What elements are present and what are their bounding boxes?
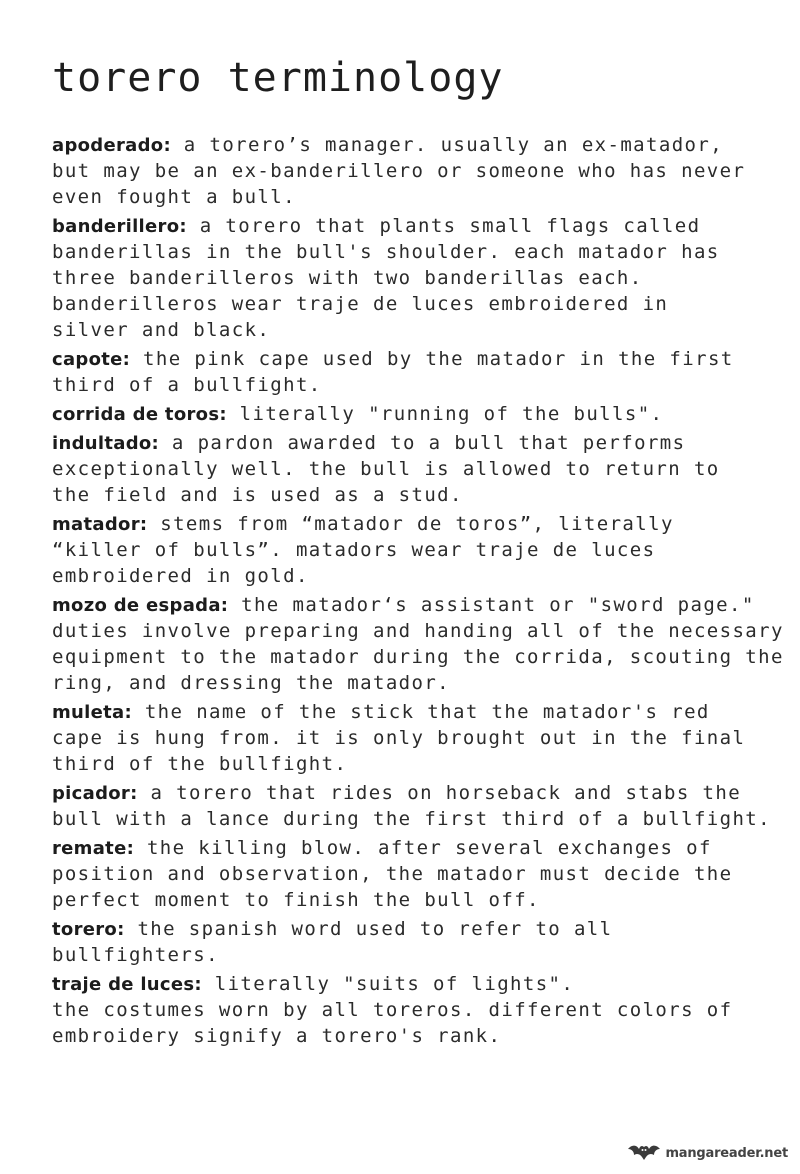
entry-line xyxy=(52,644,796,670)
entry-line xyxy=(52,563,796,589)
glossary-entry xyxy=(52,916,796,968)
entry-line xyxy=(52,670,796,696)
entry-term: traje de luces: xyxy=(52,974,202,995)
entry-definition: a pardon awarded to a bull that performs xyxy=(159,432,686,454)
entry-term: capote: xyxy=(52,349,131,370)
entry-term: apoderado: xyxy=(52,135,171,156)
entry-line xyxy=(52,887,796,913)
entry-definition: three banderilleros with two banderillas each. xyxy=(52,267,643,289)
glossary-entry xyxy=(52,346,796,398)
entry-definition: ring, and dressing the matador. xyxy=(52,672,451,694)
entry-term: muleta: xyxy=(52,702,132,723)
entry-term: torero: xyxy=(52,919,125,940)
entry-definition: third of a bullfight. xyxy=(52,374,322,396)
entry-term: corrida de toros: xyxy=(52,404,227,425)
entry-line xyxy=(52,751,796,777)
entry-definition: but may be an ex-banderillero or someone who has never xyxy=(52,160,746,182)
entry-definition: the field and is used as a stud. xyxy=(52,484,463,506)
entry-definition: banderillas in the bull's shoulder. each matador has xyxy=(52,241,720,263)
entry-line xyxy=(52,239,796,265)
entry-line xyxy=(52,942,796,968)
entry-term: mozo de espada: xyxy=(52,595,229,616)
glossary-list xyxy=(52,132,796,1052)
entry-line xyxy=(52,317,796,343)
glossary-entry xyxy=(52,780,796,832)
entry-definition: embroidered in gold. xyxy=(52,565,309,587)
entry-definition: equipment to the matador during the corrida, scouting the xyxy=(52,646,784,668)
entry-line xyxy=(52,346,796,372)
entry-term: banderillero: xyxy=(52,216,187,237)
watermark-text: mangareader.net xyxy=(665,1146,788,1161)
entry-term: indultado: xyxy=(52,433,160,454)
entry-line xyxy=(52,806,796,832)
entry-definition: bull with a lance during the first third of a bullfight. xyxy=(52,808,771,830)
entry-definition: cape is hung from. it is only brought out in the final xyxy=(52,727,746,749)
entry-line xyxy=(52,372,796,398)
entry-line xyxy=(52,699,796,725)
entry-definition: “killer of bulls”. matadors wear traje de luces xyxy=(52,539,656,561)
entry-definition: literally "suits of lights". xyxy=(201,973,575,995)
entry-definition: perfect moment to finish the bull off. xyxy=(52,889,540,911)
entry-line xyxy=(52,971,796,997)
entry-line xyxy=(52,780,796,806)
entry-definition: the name of the stick that the matador's red xyxy=(132,701,710,723)
entry-line xyxy=(52,997,796,1023)
entry-definition: literally "running of the bulls". xyxy=(226,403,664,425)
entry-line xyxy=(52,916,796,942)
entry-line xyxy=(52,158,796,184)
entry-line xyxy=(52,184,796,210)
entry-definition: the costumes worn by all toreros. different colors of xyxy=(52,999,733,1021)
entry-definition: the killing blow. after several exchanges of xyxy=(134,837,712,859)
entry-line xyxy=(52,291,796,317)
page-title: torero terminology xyxy=(52,55,504,101)
bat-logo-icon xyxy=(627,1141,661,1166)
entry-definition: the pink cape used by the matador in the first xyxy=(130,348,734,370)
entry-line xyxy=(52,1023,796,1049)
entry-definition: the spanish word used to refer to all xyxy=(124,918,613,940)
entry-definition: a torero’s manager. usually an ex-matador, xyxy=(170,134,724,156)
entry-line xyxy=(52,430,796,456)
entry-definition: a torero that rides on horseback and stabs the xyxy=(137,782,742,804)
entry-definition: the matador‘s assistant or "sword page." xyxy=(228,594,755,616)
glossary-entry xyxy=(52,401,796,427)
entry-term: matador: xyxy=(52,514,148,535)
entry-definition: position and observation, the matador must decide the xyxy=(52,863,733,885)
entry-line xyxy=(52,213,796,239)
glossary-entry xyxy=(52,592,796,696)
entry-definition: third of the bullfight. xyxy=(52,753,348,775)
entry-line xyxy=(52,835,796,861)
glossary-entry xyxy=(52,835,796,913)
glossary-entry xyxy=(52,132,796,210)
entry-definition: a torero that plants small flags called xyxy=(186,215,701,237)
entry-definition: exceptionally well. the bull is allowed to return to xyxy=(52,458,720,480)
glossary-entry xyxy=(52,971,796,1049)
entry-line xyxy=(52,511,796,537)
glossary-entry xyxy=(52,699,796,777)
entry-line xyxy=(52,132,796,158)
entry-definition: banderilleros wear traje de luces embroidered in xyxy=(52,293,669,315)
entry-definition: duties involve preparing and handing all of the necessary xyxy=(52,620,784,642)
entry-line xyxy=(52,265,796,291)
entry-line xyxy=(52,482,796,508)
entry-definition: bullfighters. xyxy=(52,944,219,966)
entry-definition: stems from “matador de toros”, literally xyxy=(147,513,674,535)
entry-line xyxy=(52,861,796,887)
watermark xyxy=(627,1141,788,1166)
entry-line xyxy=(52,592,796,618)
glossary-entry xyxy=(52,213,796,343)
entry-line xyxy=(52,537,796,563)
entry-definition: silver and black. xyxy=(52,319,271,341)
entry-definition: embroidery signify a torero's rank. xyxy=(52,1025,502,1047)
glossary-entry xyxy=(52,430,796,508)
entry-term: picador: xyxy=(52,783,138,804)
entry-term: remate: xyxy=(52,838,135,859)
glossary-entry xyxy=(52,511,796,589)
entry-definition: even fought a bull. xyxy=(52,186,296,208)
entry-line xyxy=(52,401,796,427)
entry-line xyxy=(52,618,796,644)
entry-line xyxy=(52,725,796,751)
entry-line xyxy=(52,456,796,482)
